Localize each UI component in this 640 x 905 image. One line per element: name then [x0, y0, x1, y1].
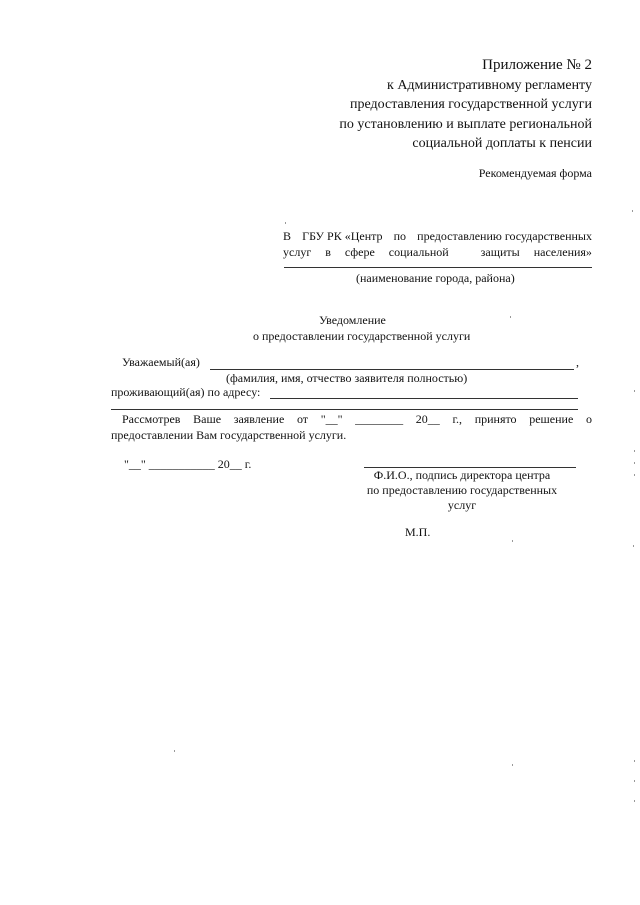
para-word: заявление [233, 412, 285, 426]
notice-title: Уведомление [319, 313, 386, 327]
signature-caption-line: услуг [447, 498, 477, 512]
name-caption: (фамилия, имя, отчество заявителя полностью) [226, 371, 468, 385]
para-word: Ваше [193, 412, 222, 426]
stamp-label: М.П. [405, 525, 431, 539]
addressee-word: социальной [388, 245, 449, 259]
city-underline [284, 267, 592, 268]
addressee-word: ГБУ РК «Центр [302, 229, 383, 243]
address-underline [270, 398, 578, 399]
signature-caption [362, 468, 562, 513]
appendix-line: к Административному регламенту [387, 77, 592, 93]
appendix-line: по установлению и выплате региональной [339, 116, 592, 132]
address-underline-2 [111, 409, 578, 410]
addressee-block [283, 228, 592, 260]
decision-line-2: предоставлении Вам государственной услуги. [111, 428, 347, 442]
addressee-line-2 [283, 244, 592, 260]
signature-caption-line: Ф.И.О., подпись директора центра [373, 468, 551, 482]
para-word: от [296, 412, 309, 426]
addressee-word: по [393, 229, 407, 243]
recommended-form-label: Рекомендуемая форма [478, 166, 592, 180]
signature-caption-line: по предоставлению государственных [366, 483, 558, 497]
greeting-comma: , [576, 355, 579, 369]
para-word: Рассмотрев [122, 412, 181, 426]
para-word: г., [452, 412, 463, 426]
appendix-line: социальной доплаты к пенсии [412, 136, 592, 151]
appendix-line: предоставления государственной услуги [350, 97, 592, 112]
para-word: принято [474, 412, 517, 426]
addressee-word: В [283, 229, 292, 243]
addressee-line-1 [283, 228, 592, 244]
para-word: о [585, 412, 592, 426]
addressee-word: в [325, 245, 331, 259]
appendix-header [339, 56, 592, 154]
date-field: "__" ___________ 20__ г. [124, 457, 252, 471]
addressee-word: сфере [344, 245, 375, 259]
addressee-word: населения» [533, 245, 592, 259]
decision-line-1 [122, 412, 592, 427]
addressee-word: защиты [480, 245, 520, 259]
para-word: ________ [355, 412, 404, 426]
address-label: проживающий(ая) по адресу: [111, 385, 261, 399]
greeting-label: Уважаемый(ая) [122, 355, 200, 369]
para-word: решение [529, 412, 574, 426]
notice-subtitle: о предоставлении государственной услуги [253, 329, 471, 343]
para-word: "__" [320, 412, 343, 426]
para-word: 20__ [415, 412, 440, 426]
addressee-word: предоставлению государственных [417, 229, 592, 243]
appendix-number: Приложение № 2 [482, 57, 592, 73]
name-underline [210, 369, 574, 370]
city-caption: (наименование города, района) [356, 271, 515, 285]
addressee-word: услуг [283, 245, 312, 259]
